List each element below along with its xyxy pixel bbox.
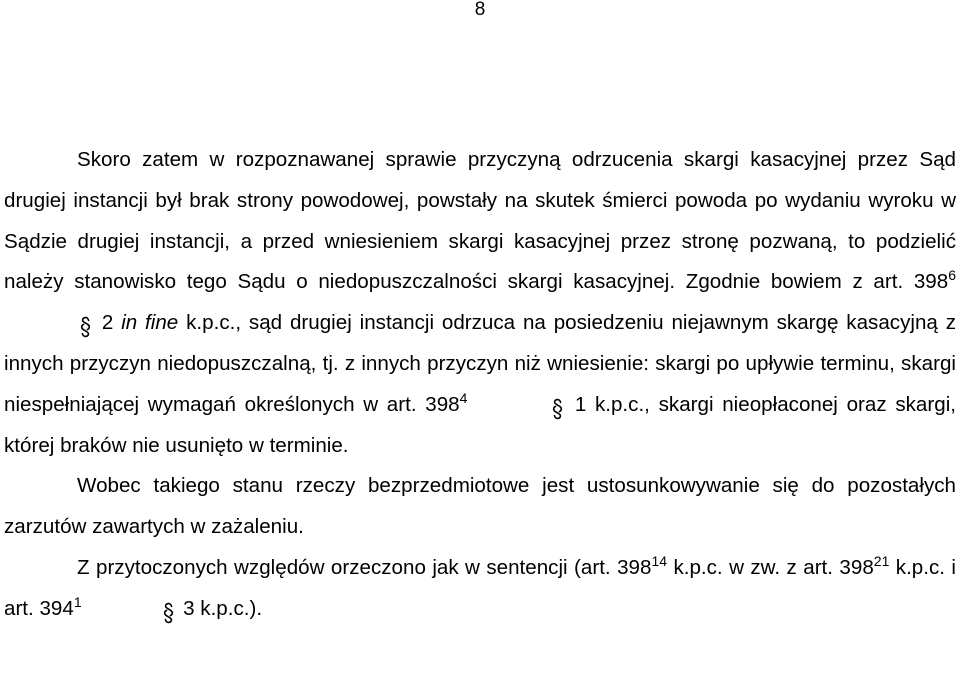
paragraph-3-text-c: k.p.c. i art. 394 — [4, 555, 956, 620]
paragraph-1-text-a: Skoro zatem w rozpoznawanej sprawie przyczyną odrzucenia skargi kasacyjnej przez Sąd drugiej instancji był brak strony powodowej, powstały na skutek śmierci powoda po wydaniu wyroku w Sądzie drugiej instancji, a przed wniesieniem skargi kasacyjnej przez stronę pozwaną, to podzielić należy stanowisko tego Sądu o niedopuszczalności skargi kasacyjnej. Zgodnie bowiem z art. 398 — [4, 148, 956, 294]
section-sign-icon — [90, 589, 174, 630]
paragraph-3-text-b: k.p.c. w zw. z art. 398 — [673, 555, 874, 579]
superscript: 4 — [459, 389, 468, 406]
paragraph-2-text: Wobec takiego stanu rzeczy bezprzedmiotowe jest ustosunkowywanie się do pozostałych zarzutów zawartych w zażaleniu. — [4, 474, 956, 539]
italic-text: in fine — [121, 311, 179, 335]
superscript: 1 — [73, 593, 82, 610]
paragraph-1-text-c: k.p.c., sąd drugiej instancji odrzuca na posiedzeniu niejawnym skargę kasacyjną z innych przyczyn niedopuszczalną, tj. z innych przyczyn niż wniesienie: skargi po upływie terminu, skargi niespełniającej wymagań określonych w art. 398 — [4, 311, 956, 416]
superscript: 6 — [948, 267, 956, 284]
paragraph-3-text-d: 3 k.p.c.). — [183, 596, 263, 620]
paragraph-3 — [4, 548, 956, 630]
section-sign-icon — [7, 303, 91, 344]
paragraph-2 — [4, 466, 956, 548]
section-sign-icon — [479, 385, 563, 426]
paragraph-3-text-a: Z przytoczonych względów orzeczono jak w sentencji (art. 398 — [77, 555, 652, 579]
document-body — [4, 140, 956, 630]
paragraph-1 — [4, 140, 956, 466]
paragraph-1-text-b: 2 — [101, 311, 114, 335]
superscript: 21 — [873, 552, 890, 569]
superscript: 14 — [651, 552, 668, 569]
paragraph-1-text-d: 1 k.p.c., skargi nieopłaconej oraz skargi, której braków nie usunięto w terminie. — [4, 392, 956, 457]
page-number: 8 — [474, 0, 486, 20]
